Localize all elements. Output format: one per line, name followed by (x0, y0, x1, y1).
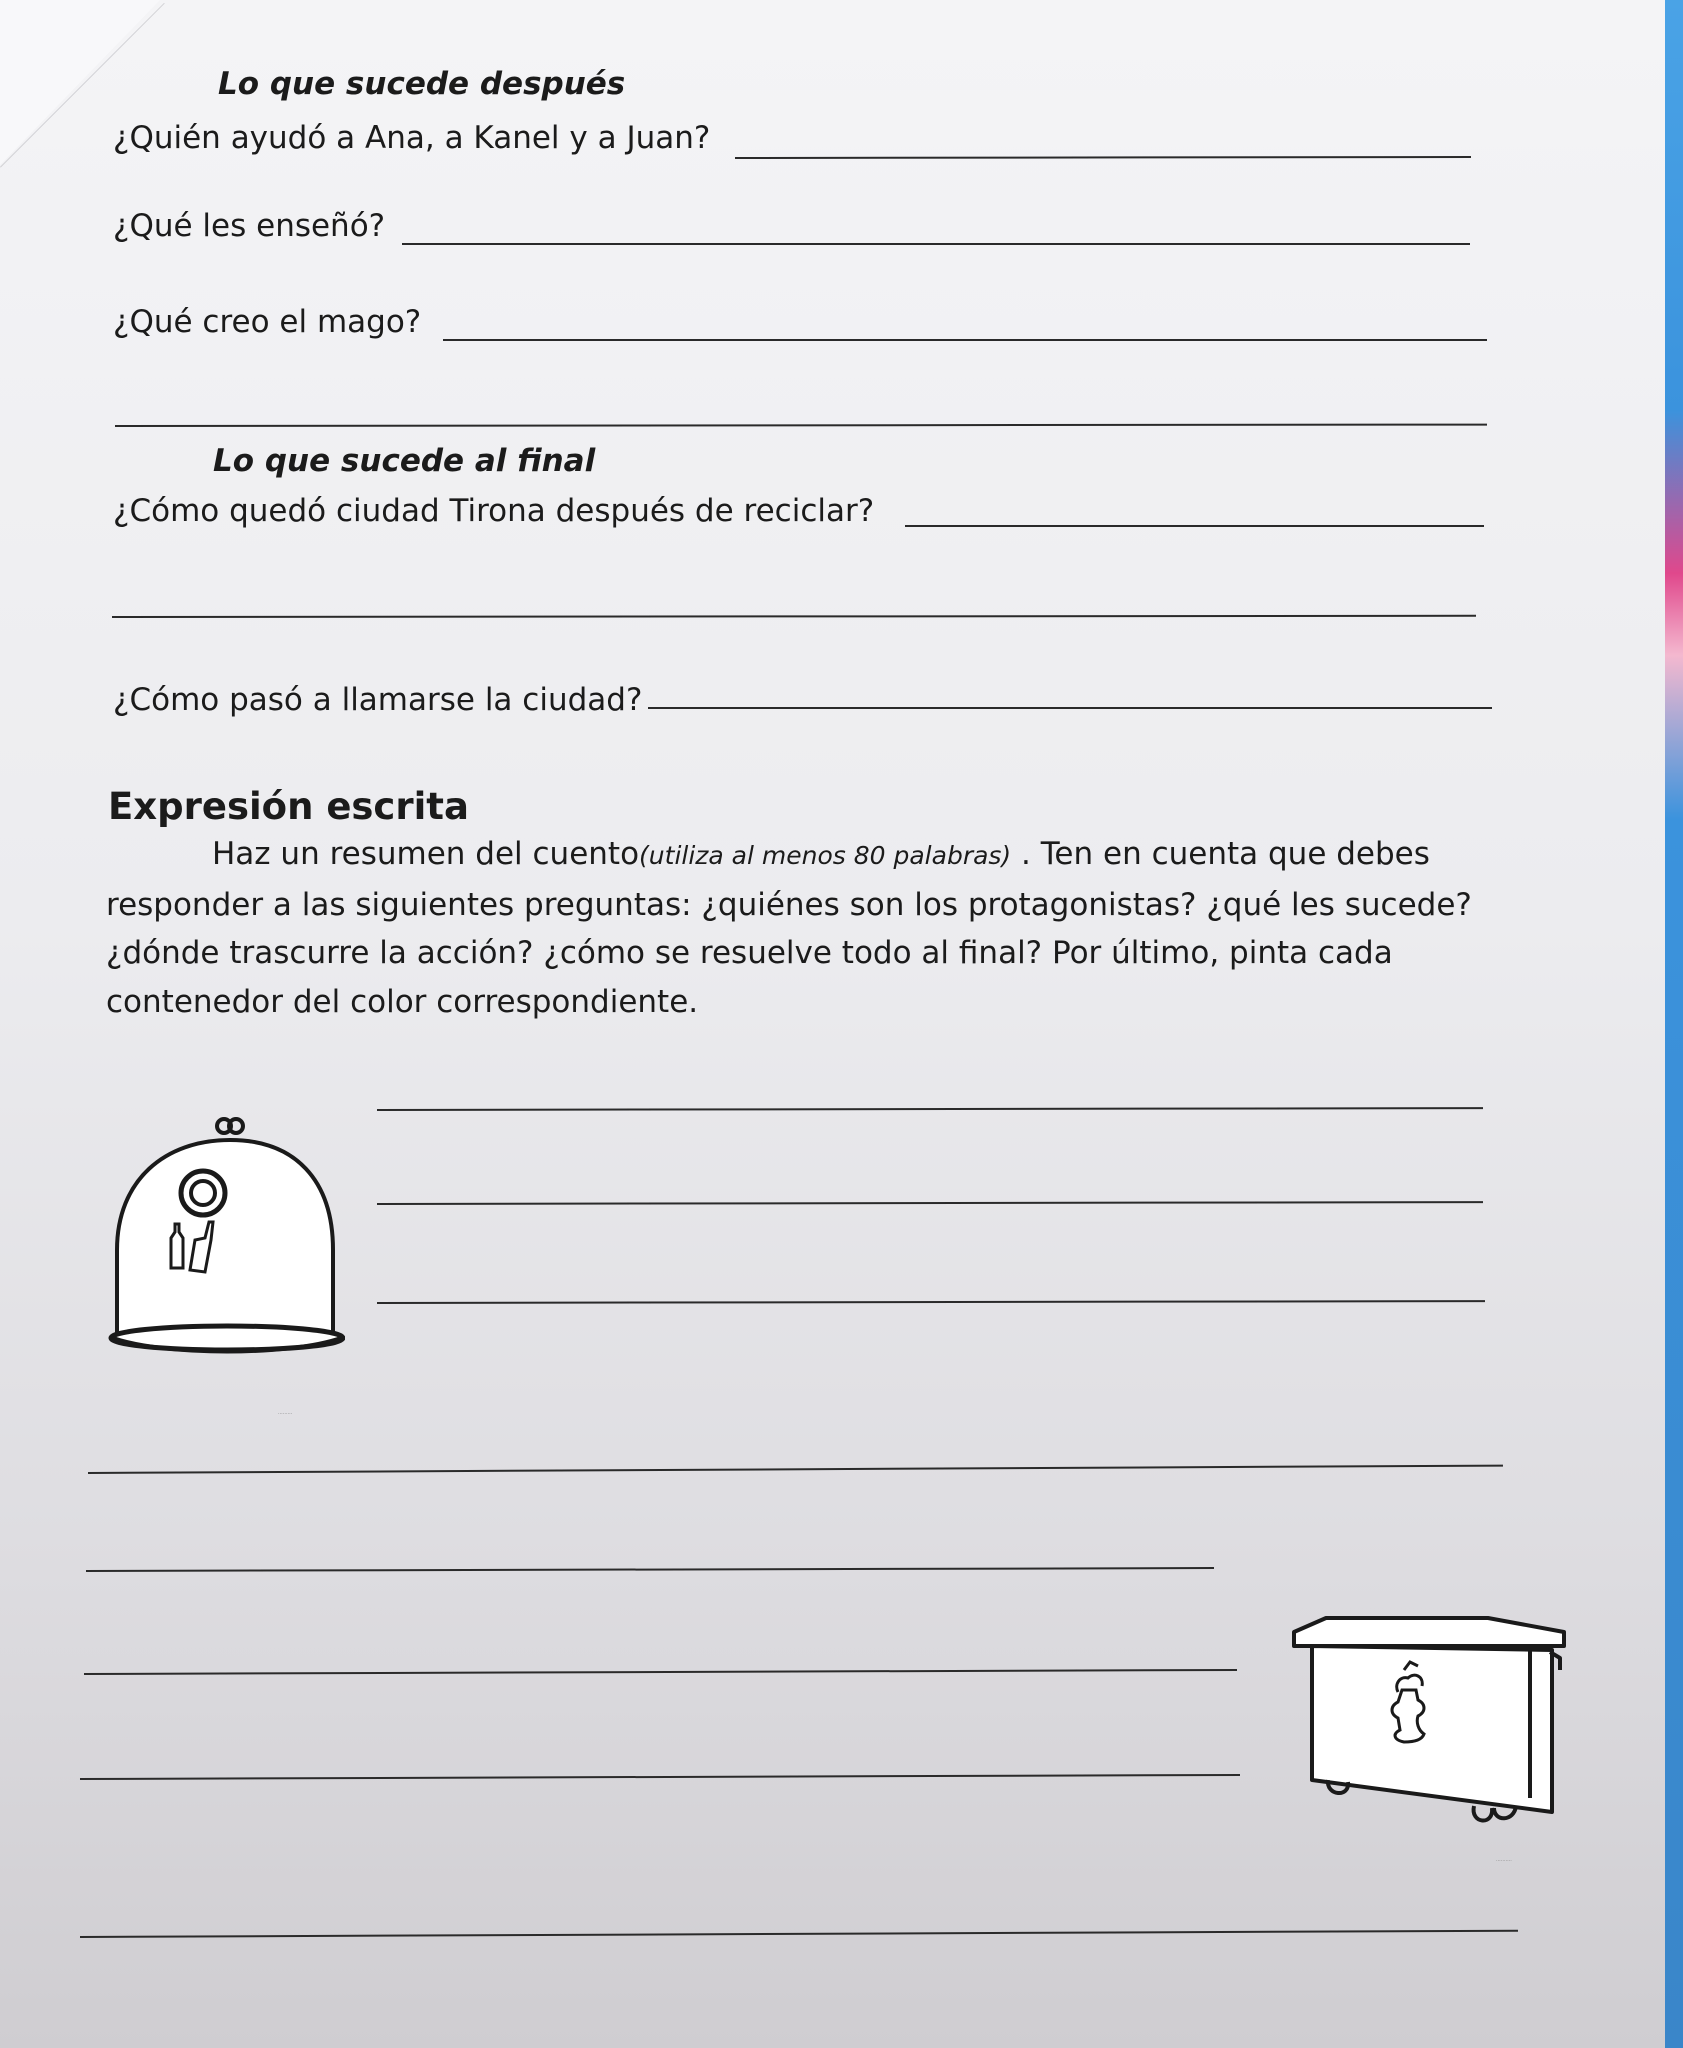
writing-line-6[interactable] (84, 1669, 1237, 1675)
instructions-line-4: contenedor del color correspondiente. (106, 983, 699, 1020)
answer-line-que-creo[interactable] (443, 339, 1487, 341)
writing-line-4[interactable] (88, 1465, 1503, 1474)
question-que-creo: ¿Qué creo el mago? (113, 304, 422, 340)
answer-line-como-quedo-2[interactable] (112, 615, 1476, 618)
background-folder-edge (1665, 0, 1683, 2048)
question-que-enseno: ¿Qué les enseñó? (113, 208, 386, 244)
instructions-note: (utiliza al menos 80 palabras) (639, 841, 1012, 870)
glass-recycling-container-icon (105, 1110, 345, 1358)
instructions-line-1-rest: . Ten en cuenta que debes (1011, 836, 1430, 872)
heading-expresion-escrita: Expresión escrita (108, 785, 469, 828)
illustration-credit-1: ········· (278, 1411, 293, 1417)
question-quien-ayudo: ¿Quién ayudó a Ana, a Kanel y a Juan? (113, 120, 711, 156)
writing-line-1[interactable] (377, 1107, 1483, 1111)
heading-final: Lo que sucede al final (213, 443, 596, 479)
writing-line-5[interactable] (86, 1567, 1214, 1572)
question-como-llamarse: ¿Cómo pasó a llamarse la ciudad? (113, 682, 643, 718)
writing-line-7[interactable] (80, 1774, 1240, 1780)
instructions-paragraph (106, 830, 1516, 1026)
writing-line-3[interactable] (377, 1300, 1485, 1304)
heading-despues: Lo que sucede después (218, 66, 626, 102)
writing-line-8[interactable] (80, 1930, 1518, 1938)
answer-line-como-quedo[interactable] (905, 525, 1484, 527)
instructions-line-2: responder a las siguientes preguntas: ¿quiénes son los protagonistas? ¿qué les sucede? (106, 886, 1472, 923)
organic-waste-container-icon (1288, 1610, 1568, 1840)
answer-line-que-enseno[interactable] (402, 243, 1470, 245)
writing-line-2[interactable] (377, 1201, 1483, 1205)
instructions-line-3: ¿dónde trascurre la acción? ¿cómo se resuelve todo al final? Por último, pinta cada (106, 935, 1393, 971)
answer-line-como-llamarse[interactable] (648, 707, 1492, 709)
question-como-quedo: ¿Cómo quedó ciudad Tirona después de reciclar? (113, 493, 875, 529)
answer-line-que-creo-2[interactable] (115, 424, 1487, 427)
illustration-credit-2: ·········· (1496, 1858, 1512, 1864)
instructions-line-1: Haz un resumen del cuento (212, 836, 640, 872)
answer-line-quien-ayudo[interactable] (735, 156, 1471, 159)
